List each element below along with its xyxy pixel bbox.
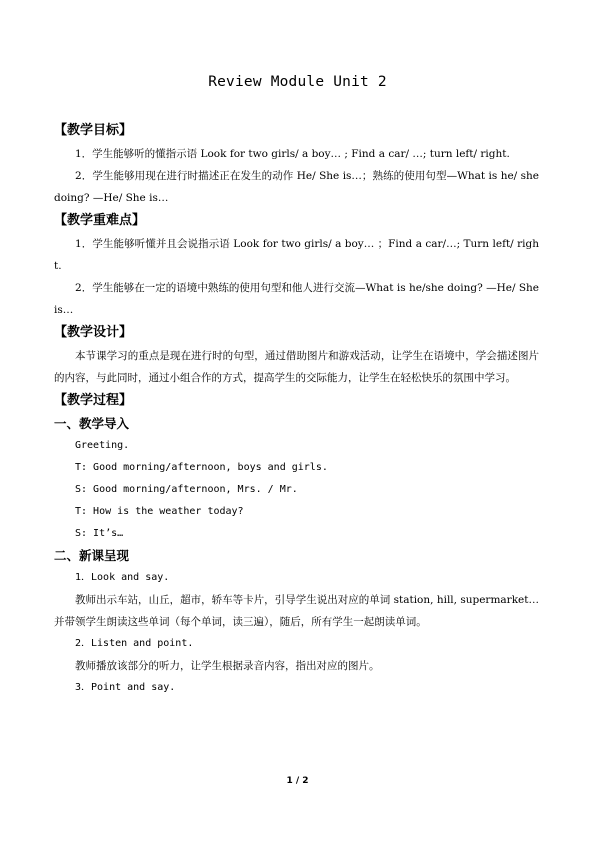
key-point-item-2: 2．学生能够在一定的语境中熟练的使用句型和他人进行交流—What is he/she doing? —He/ She is…	[54, 282, 539, 316]
intro-line-4: T: How is the weather today?	[75, 506, 244, 517]
objective-item-2: 2．学生能够用现在进行时描述正在发生的动作 He/ She is…；熟练的使用句型—What is he/ she doing? —He/ She is…	[54, 170, 539, 204]
design-paragraph: 本节课学习的重点是现在进行时的句型，通过借助图片和游戏活动，让学生在语境中，学会描述图片的内容，与此同时，通过小组合作的方式，提高学生的交际能力，让学生在轻松快乐的氛围中学习。	[54, 350, 539, 384]
step-3-title: 3．Point and say.	[75, 682, 176, 693]
intro-line-5: S: It’s…	[75, 528, 124, 539]
step-1-text: 教师出示车站，山丘，超市，轿车等卡片，引导学生说出对应的单词 station, hill, supermarket… 并带领学生朗读这些单词（每个单词，读三遍），随后，所有学生一起朗读单词。	[54, 594, 539, 628]
key-point-item-1: 1．学生能够听懂并且会说指示语 Look for two girls/ a boy… ；Find a car/…; Turn left/ right.	[54, 238, 539, 272]
section-heading-process: 【教学过程】	[54, 393, 133, 408]
intro-line-2: T: Good morning/afternoon, boys and girls.	[75, 462, 328, 473]
step-2-title: 2．Listen and point.	[75, 638, 194, 649]
section-heading-objectives: 【教学目标】	[54, 123, 133, 138]
subsection-heading-intro: 一、教学导入	[54, 416, 130, 431]
section-heading-design: 【教学设计】	[54, 325, 133, 340]
page-title: Review Module Unit 2	[208, 74, 387, 90]
subsection-heading-new-lesson: 二、新课呈现	[54, 548, 130, 563]
intro-line-3: S: Good morning/afternoon, Mrs. / Mr.	[75, 484, 298, 495]
page-number: 1 / 2	[286, 776, 309, 786]
objective-item-1: 1．学生能够听的懂指示语 Look for two girls/ a boy… ; Find a car/ …; turn left/ right.	[75, 148, 510, 160]
step-1-title: 1．Look and say.	[75, 572, 170, 583]
intro-line-1: Greeting.	[75, 440, 130, 451]
section-heading-key-points: 【教学重难点】	[54, 213, 146, 228]
document-body	[54, 119, 539, 699]
step-2-text: 教师播放该部分的听力，让学生根据录音内容，指出对应的图片。	[75, 660, 380, 672]
